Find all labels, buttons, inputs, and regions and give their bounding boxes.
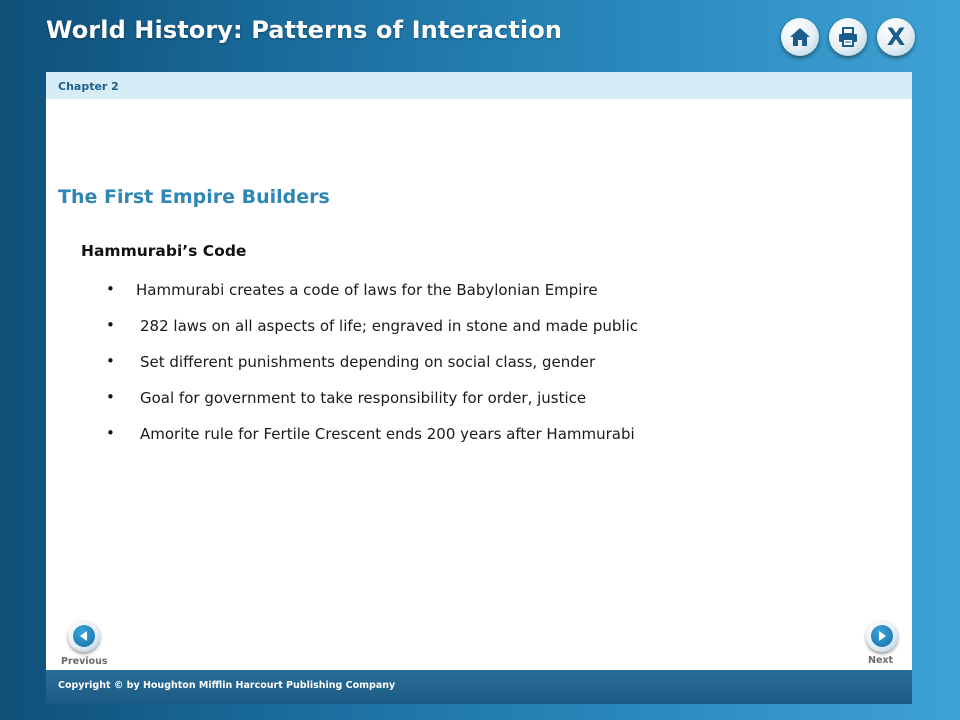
bullet-text: 282 laws on all aspects of life; engraved in stone and made public [140, 317, 638, 335]
print-button[interactable] [829, 18, 867, 56]
chapter-label: Chapter 2 [58, 80, 119, 93]
arrow-right-icon [876, 630, 888, 642]
next-label[interactable]: Next [868, 655, 894, 666]
bullet-text: Hammurabi creates a code of laws for the Babylonian Empire [136, 281, 598, 299]
app-title: World History: Patterns of Interaction [46, 16, 563, 44]
copyright-text: Copyright © by Houghton Mifflin Harcourt Publishing Company [58, 680, 396, 691]
bullet-text: Set different punishments depending on social class, gender [140, 353, 596, 371]
subheading: Hammurabi’s Code [81, 242, 247, 260]
home-icon [788, 25, 812, 49]
printer-icon [836, 25, 860, 49]
bullet-icon: • [106, 424, 115, 442]
bullet-text: Amorite rule for Fertile Crescent ends 200 years after Hammurabi [140, 425, 635, 443]
bullet-icon: • [106, 280, 115, 298]
previous-label[interactable]: Previous [61, 656, 108, 667]
close-button[interactable] [877, 18, 915, 56]
footer-bar [46, 670, 912, 704]
bullet-icon: • [106, 352, 115, 370]
home-button[interactable] [781, 18, 819, 56]
section-title: The First Empire Builders [58, 186, 330, 208]
arrow-left-icon [78, 630, 90, 642]
chapter-bar [46, 72, 912, 99]
next-button-face [871, 625, 893, 647]
content-panel [46, 72, 912, 670]
bullet-icon: • [106, 316, 115, 334]
close-icon: X [886, 23, 906, 51]
bullet-icon: • [106, 388, 115, 406]
next-button[interactable] [866, 620, 898, 652]
previous-button-face [73, 625, 95, 647]
previous-button[interactable] [68, 620, 100, 652]
bullet-text: Goal for government to take responsibility for order, justice [140, 389, 587, 407]
